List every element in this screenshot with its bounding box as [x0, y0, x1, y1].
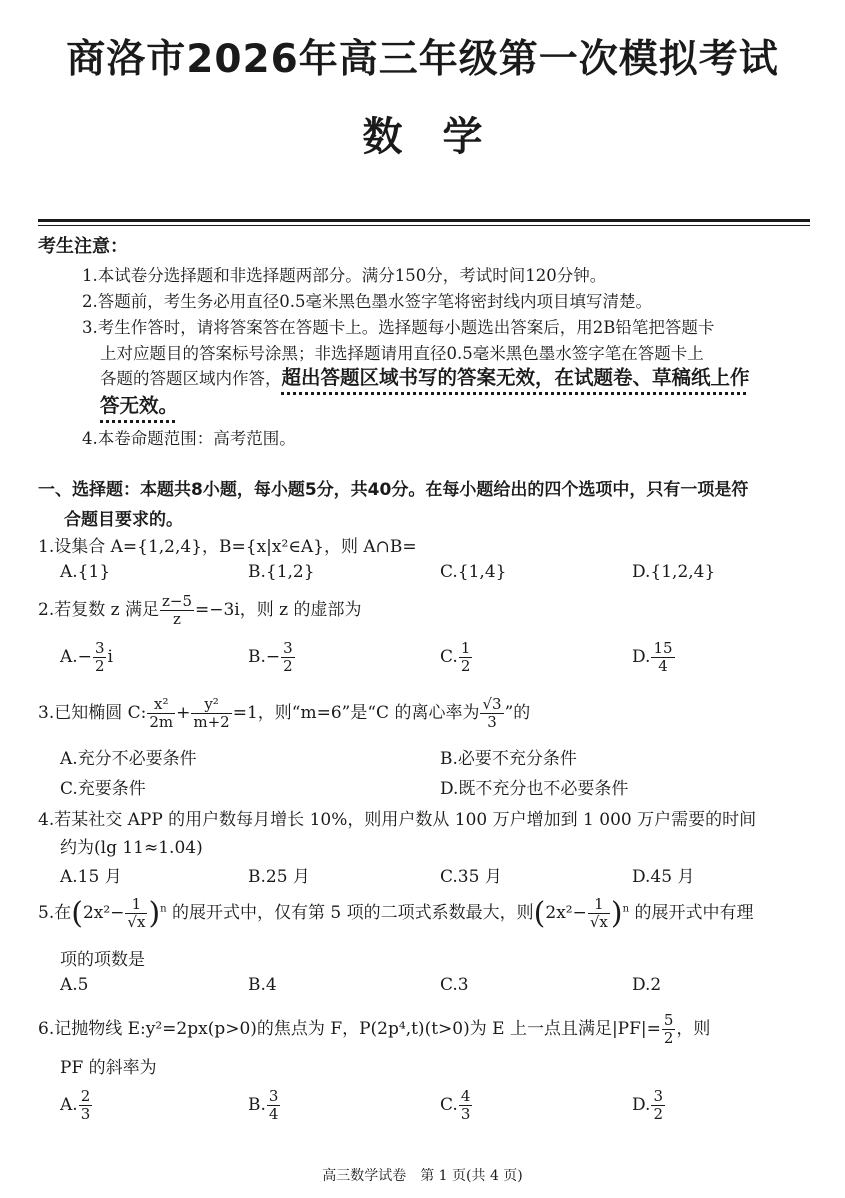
- frac-num: 3: [268, 1087, 279, 1105]
- question-6-text-end: ，则: [676, 1019, 711, 1039]
- notice-item-3: 3.考生作答时，请将答案答在答题卡上。选择题每小题选出答案后，用2B铅笔把答题卡: [82, 318, 715, 337]
- question-3-pre: 3.已知椭圆 C:: [38, 703, 147, 723]
- notice-item-3-line3: [100, 362, 750, 390]
- question-4-option-c: C.35 月: [440, 867, 502, 887]
- option-fraction: [93, 640, 107, 675]
- frac-num: 5: [663, 1011, 674, 1029]
- notice-emphasis: 超出答题区域书写的答案无效，在试题卷、草稿纸上作: [281, 366, 750, 389]
- option-prefix: C.: [440, 1095, 458, 1115]
- frac-num: 4: [460, 1087, 471, 1105]
- question-5-stem: [38, 896, 753, 931]
- question-5-frac: [125, 896, 147, 931]
- frac-den: 2: [94, 657, 105, 675]
- exponent: n: [160, 903, 167, 915]
- notice-emphasis-end: 答无效。: [100, 394, 179, 417]
- question-6-option-a: [60, 1088, 93, 1123]
- frac-num: 15: [653, 639, 673, 657]
- notice-item-1: 1.本试卷分选择题和非选择题两部分。满分150分，考试时间120分钟。: [82, 266, 607, 285]
- frac-num: 2: [80, 1087, 91, 1105]
- frac-den: 3: [80, 1105, 91, 1123]
- question-3-option-a: A.充分不必要条件: [60, 749, 197, 769]
- frac-den: 3: [480, 713, 503, 731]
- option-prefix: D.: [632, 647, 651, 667]
- option-prefix: B.−: [248, 647, 281, 667]
- question-2-pre: 2.若复数 z 满足: [38, 600, 159, 620]
- frac-den: 2: [663, 1029, 674, 1047]
- question-3-option-d: D.既不充分也不必要条件: [440, 779, 629, 799]
- question-2-option-c: [440, 640, 473, 675]
- frac-den: 4: [268, 1105, 279, 1123]
- question-2-frac-num: z−5: [161, 592, 192, 610]
- question-4-option-d: D.45 月: [632, 867, 695, 887]
- right-paren: ): [610, 896, 623, 931]
- question-5-option-c: C.3: [440, 975, 469, 995]
- frac-den: 2: [283, 657, 293, 675]
- frac-num: √3: [482, 695, 502, 713]
- notice-item-3-cont: 上对应题目的答案标号涂黑；非选择题请用直径0.5毫米黑色墨水签字笔在答题卡上: [100, 344, 704, 363]
- option-fraction: [79, 1088, 93, 1123]
- frac-den: 4: [651, 657, 674, 675]
- frac-den: 3: [460, 1105, 471, 1123]
- expr-part: 2x²−: [545, 903, 587, 923]
- option-prefix: D.: [632, 1095, 651, 1115]
- frac-num: 3: [283, 639, 293, 657]
- question-5-option-a: A.5: [60, 975, 89, 995]
- question-5-option-b: B.4: [248, 975, 277, 995]
- frac-num: 1: [460, 639, 471, 657]
- question-3-mid: =1，则“m=6”是“C 的离心率为: [232, 703, 480, 723]
- frac-num: y²: [204, 695, 219, 713]
- subject-title: 数学: [362, 114, 523, 160]
- question-2-option-a: [60, 640, 113, 675]
- question-2-stem: [38, 593, 362, 628]
- notice-item-4: 4.本卷命题范围：高考范围。: [82, 429, 296, 448]
- question-3-option-c: C.充要条件: [60, 779, 146, 799]
- exponent: n: [622, 903, 630, 915]
- question-5-option-d: D.2: [632, 975, 662, 995]
- frac-num: 3: [653, 1087, 663, 1105]
- question-5-stem-cont: 项的项数是: [60, 950, 145, 970]
- question-5-frac-2: [588, 896, 610, 931]
- question-3-post: ”的: [504, 703, 531, 723]
- question-6-stem: [38, 1012, 710, 1047]
- exam-title: 商洛市2026年高三年级第一次模拟考试: [66, 37, 779, 82]
- option-prefix: B.: [248, 1095, 266, 1115]
- plus-sign: +: [176, 703, 191, 723]
- question-4-option-b: B.25 月: [248, 867, 310, 887]
- question-6-frac: [662, 1012, 676, 1047]
- header-rule-thick: [38, 219, 810, 222]
- question-2-option-d: [632, 640, 676, 675]
- frac-num: 1: [594, 895, 604, 913]
- notice-heading: 考生注意：: [38, 236, 128, 257]
- frac-den: 2m: [149, 713, 174, 731]
- option-fraction: [651, 1088, 665, 1123]
- question-6-option-c: [440, 1088, 473, 1123]
- frac-den: √x: [589, 913, 608, 931]
- question-2-option-b: [248, 640, 296, 675]
- question-6-text: 6.记抛物线 E:y²=2px(p>0)的焦点为 F，P(2p⁴,t)(t>0)为 E 上一点且满足|PF|=: [38, 1019, 661, 1039]
- frac-den: 2: [653, 1105, 663, 1123]
- option-fraction: [267, 1088, 281, 1123]
- expr-part: 2x²−: [82, 903, 125, 923]
- option-fraction: [459, 1088, 473, 1123]
- frac-num: x²: [154, 695, 169, 713]
- option-prefix: C.: [440, 647, 458, 667]
- question-5-post: 的展开式中有理: [634, 903, 754, 923]
- frac-den: 2: [460, 657, 471, 675]
- question-4-option-a: A.15 月: [60, 867, 122, 887]
- question-1-option-d: D.{1,2,4}: [632, 562, 716, 582]
- section-heading-cont: 合题目要求的。: [64, 510, 183, 530]
- question-3-frac-y: [191, 696, 231, 731]
- question-6-option-d: [632, 1088, 666, 1123]
- right-paren: ): [148, 896, 161, 931]
- option-prefix: A.: [60, 1095, 78, 1115]
- option-fraction: [281, 640, 295, 675]
- question-3-stem: [38, 696, 530, 731]
- question-6-option-b: [248, 1088, 281, 1123]
- question-3-frac-e: [480, 696, 503, 731]
- question-2-post: =−3i，则 z 的虚部为: [195, 600, 362, 620]
- notice-item-2: 2.答题前，考生务必用直径0.5毫米黑色墨水签字笔将密封线内项目填写清楚。: [82, 292, 652, 311]
- question-5-pre: 5.在: [38, 903, 72, 923]
- option-fraction: [651, 640, 674, 675]
- question-4-stem: 4.若某社交 APP 的用户数每月增长 10%，则用户数从 100 万户增加到 1 000 万户需要的时间: [38, 810, 757, 830]
- question-1-option-c: C.{1,4}: [440, 562, 507, 582]
- left-paren: (: [71, 896, 83, 931]
- notice-item-3-text: 各题的答题区域内作答，: [100, 369, 282, 388]
- question-6-stem-cont: PF 的斜率为: [60, 1058, 157, 1078]
- question-3-frac-x: [147, 696, 175, 731]
- option-prefix: A.−: [60, 647, 92, 667]
- frac-num: 3: [94, 639, 105, 657]
- option-fraction: [459, 640, 473, 675]
- header-rule-thin: [38, 225, 810, 226]
- frac-den: √x: [127, 913, 146, 931]
- question-2-fraction: [160, 593, 194, 628]
- question-5-mid: 的展开式中，仅有第 5 项的二项式系数最大，则: [172, 903, 534, 923]
- left-paren: (: [533, 896, 546, 931]
- question-1-option-a: A.{1}: [60, 562, 111, 582]
- section-heading: 一、选择题：本题共8小题，每小题5分，共40分。在每小题给出的四个选项中，只有一项是符: [38, 480, 749, 500]
- frac-den: m+2: [193, 713, 230, 731]
- question-1-stem: 1.设集合 A={1,2,4}，B={x|x²∈A}，则 A∩B=: [38, 537, 417, 557]
- question-2-frac-den: z: [160, 610, 194, 628]
- question-1-option-b: B.{1,2}: [248, 562, 315, 582]
- question-3-option-b: B.必要不充分条件: [440, 749, 577, 769]
- page-footer: 高三数学试卷 第 1 页(共 4 页): [322, 1168, 523, 1184]
- frac-num: 1: [131, 895, 142, 913]
- question-4-stem-cont: 约为(lg 11≈1.04): [60, 838, 203, 858]
- option-suffix: i: [107, 647, 113, 667]
